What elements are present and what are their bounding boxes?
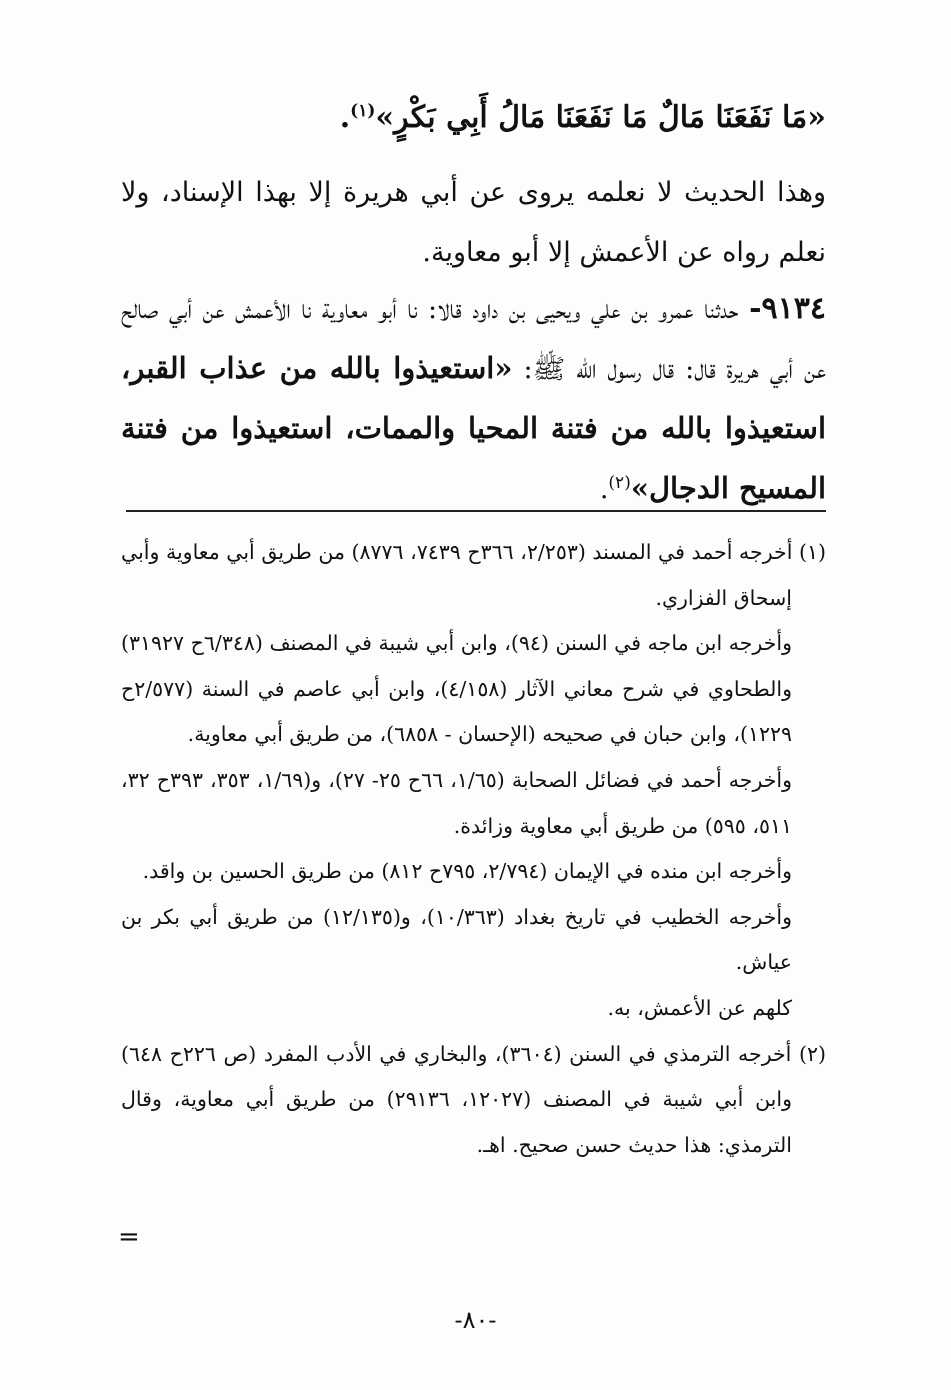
hadith-text: «مَا نَفَعَنَا مَالٌ مَا نَفَعَنَا مَالُ أَبِي بَكْرٍ» [375, 100, 826, 135]
hadith-number: ٩١٣٤ [761, 291, 826, 326]
footnote-paragraph: وأخرجه الخطيب في تاريخ بغداد (١٠/٣٦٣)، و(١٢/١٣٥) من طريق أبي بكر بن عياش. [121, 904, 792, 975]
footnote-separator [126, 510, 826, 512]
author-comment [121, 163, 826, 283]
footnote-paragraph: وأخرجه أحمد في فضائل الصحابة (١/٦٥، ٦٦ح ٢٥- ٢٧)، و(١/٦٩، ٣٥٣، ٣٩٣ح ٣٢، ٥١١، ٥٩٥) من طريق أبي معاوية وزائدة. [121, 767, 793, 838]
hadith-text-line [121, 88, 826, 148]
footnote-ref-1[interactable]: (١) [350, 101, 376, 121]
footnote-2 [121, 1032, 826, 1169]
page-number: -٨٠- [454, 1306, 497, 1334]
footnote-paragraph: كلهم عن الأعمش، به. [607, 995, 792, 1020]
matn-text: «استعيذوا بالله من عذاب القبر، استعيذوا بالله من فتنة المحيا والممات، استعيذوا من فتنة المسيح الدجال» [121, 351, 826, 505]
author-comment-text: وهذا الحديث لا نعلمه يروى عن أبي هريرة إلا بهذا الإسناد، ولا نعلم رواه عن الأعمش إلا أبو معاوية. [121, 177, 826, 268]
hadith-number-dash: - [749, 291, 762, 326]
footnote-marker: (٢) [798, 1041, 826, 1066]
footnote-1 [121, 530, 826, 621]
hadith-narration [121, 280, 826, 519]
footnote-text: أخرجه الترمذي في السنن (٣٦٠٤)، والبخاري في الأدب المفرد (ص ٢٢٦ح ٦٤٨) وابن أبي شيبة في المصنف (١٢٠٢٧، ٢٩١٣٦) من طريق أبي معاوية، وقال الترمذي: هذا حديث حسن صحيح. اهـ. [121, 1041, 792, 1157]
footnotes [121, 530, 826, 1168]
narration-end-mark: . [599, 474, 609, 505]
footnote-paragraph: وأخرجه ابن ماجه في السنن (٩٤)، وابن أبي شيبة في المصنف (٦/٣٤٨ح ٣١٩٢٧) والطحاوي في شرح معاني الآثار (٤/١٥٨)، وابن أبي عاصم في السنة (٢/٥٧٧ح ١٢٢٩)، وابن حبان في صحيحه (الإحسان - ٦٨٥٨)، من طريق أبي معاوية. [121, 631, 793, 747]
footnote-paragraph: وأخرجه ابن منده في الإيمان (٢/٧٩٤، ٧٩٥ح ٨١٢) من طريق الحسين بن واقد. [142, 859, 792, 884]
isnad-text: حدثنا عمرو بن علي ويحيى بن داود قالا: نا أبو معاوية نا الأعمش عن أبي صالح عن أبي هريرة قال: قال رسول الله ﷺ: [121, 294, 826, 385]
footnote-marker: (١) [799, 540, 827, 564]
hadith-end-mark: . [339, 100, 351, 135]
continuation-mark: = [118, 1222, 140, 1252]
footnote-ref-2[interactable]: (٢) [608, 473, 631, 493]
footnote-text: أخرجه أحمد في المسند (٢/٢٥٣، ٣٦٦ح ٧٤٣٩، ٨٧٧٦) من طريق أبي معاوية وأبي إسحاق الفزاري. [121, 540, 793, 610]
